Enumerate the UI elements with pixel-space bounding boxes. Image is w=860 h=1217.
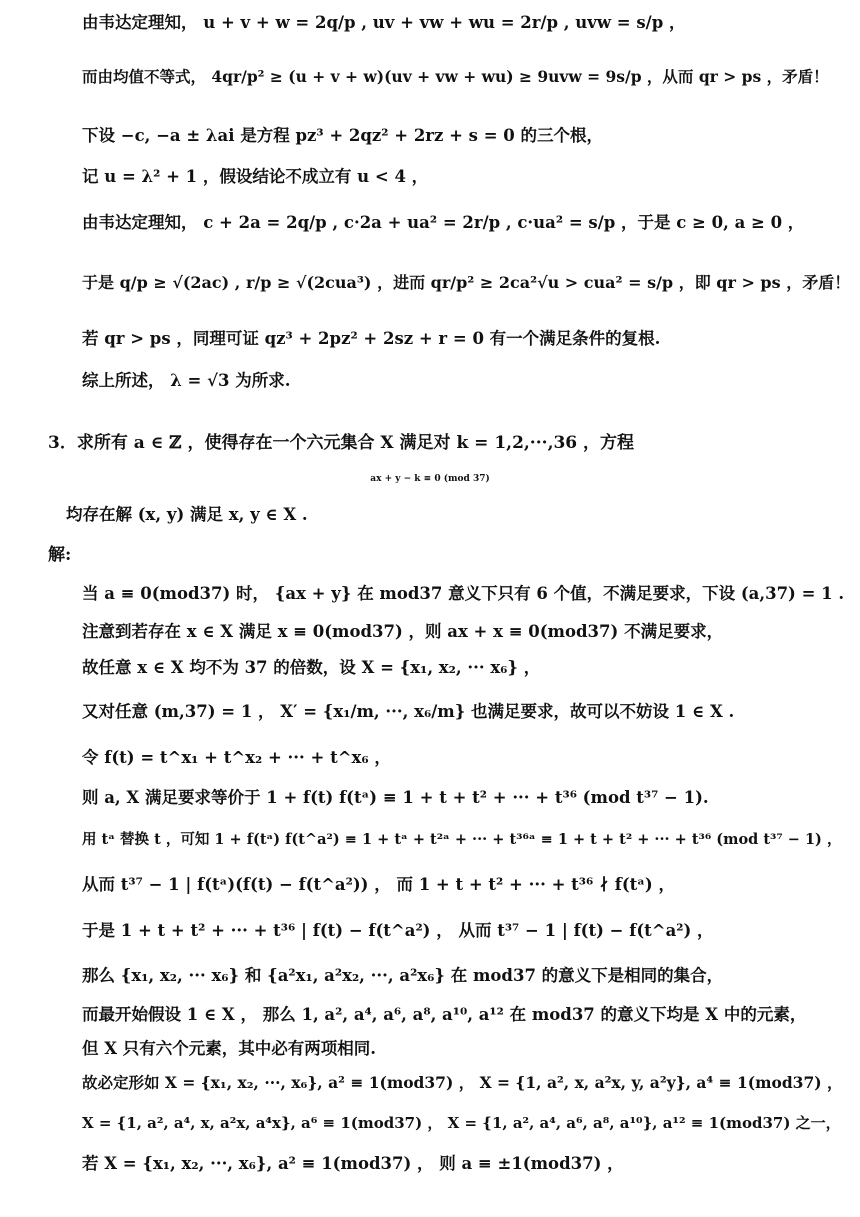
assume-roots-line: 下设 −c, −a ± λai 是方程 pz³ + 2qz² + 2rz + s = 0 的三个根， [82, 126, 604, 145]
solution-line-5: 令 f(t) = t^x₁ + t^x₂ + ··· + t^x₆ ， [82, 748, 391, 767]
congruence-equation: ax + y − k ≡ 0 (mod 37) [370, 474, 490, 484]
contradiction-line: 于是 q/p ≥ √(2ac) , r/p ≥ √(2cua³) ，进而 qr/p² ≥ 2ca²√u > cua² = s/p ，即 qr > ps ，矛盾！ [82, 273, 851, 292]
solution-line-10: 那么 {x₁, x₂, ··· x₆} 和 {a²x₁, a²x₂, ···, a²x₆} 在 mod37 的意义下是相同的集合， [82, 966, 724, 985]
solution-line-6: 则 a, X 满足要求等价于 1 + f(t) f(tᵃ) ≡ 1 + t + t² + ··· + t³⁶ (mod t³⁷ − 1). [82, 788, 709, 807]
am-gm-inequality-line: 而由均值不等式， 4qr/p² ≥ (u + v + w)(uv + vw + wu) ≥ 9uvw = 9s/p ，从而 qr > ps ，矛盾！ [82, 67, 829, 86]
conclusion-line: 综上所述， λ = √3 为所求. [82, 371, 291, 390]
solution-line-1: 当 a ≡ 0(mod37) 时， {ax + y} 在 mod37 意义下只有 6 个值，不满足要求，下设 (a,37) = 1 . [82, 584, 845, 603]
solution-line-9: 于是 1 + t + t² + ··· + t³⁶ | f(t) − f(t^a²) ， 从而 t³⁷ − 1 | f(t) − f(t^a²) ， [82, 921, 714, 940]
solution-label: 解: [48, 545, 72, 565]
define-u-line: 记 u = λ² + 1 ，假设结论不成立有 u < 4 ， [82, 167, 429, 186]
solution-line-3: 故任意 x ∈ X 均不为 37 的倍数，设 X = {x₁, x₂, ··· x₆} ， [82, 658, 541, 677]
solution-line-15: 若 X = {x₁, x₂, ···, x₆}, a² ≡ 1(mod37) ， 则 a ≡ ±1(mod37) ， [82, 1154, 624, 1173]
solution-line-4: 又对任意 (m,37) = 1 ， X′ = {x₁/m, ···, x₆/m} 也满足要求，故可以不妨设 1 ∈ X . [82, 702, 735, 721]
problem-3-statement: 3．求所有 a ∈ ℤ ，使得存在一个六元集合 X 满足对 k = 1,2,···,36 ，方程 [48, 433, 635, 453]
solution-line-2: 注意到若存在 x ∈ X 满足 x ≡ 0(mod37) ，则 ax + x ≡ 0(mod37) 不满足要求， [82, 622, 724, 641]
solution-line-12: 但 X 只有六个元素，其中必有两项相同. [82, 1039, 377, 1058]
vieta-second-line: 由韦达定理知， c + 2a = 2q/p , c·2a + ua² = 2r/p , c·ua² = s/p ，于是 c ≥ 0, a ≥ 0 ， [82, 213, 805, 232]
vieta-roots-relations: 由韦达定理知， u + v + w = 2q/p , uv + vw + wu = 2r/p , uvw = s/p ， [82, 13, 686, 32]
problem-3-condition: 均存在解 (x, y) 满足 x, y ∈ X . [66, 505, 308, 524]
solution-line-7: 用 tᵃ 替换 t ，可知 1 + f(tᵃ) f(t^a²) ≡ 1 + tᵃ + t²ᵃ + ··· + t³⁶ᵃ ≡ 1 + t + t² + ··· + t³⁶ (mod t³⁷ − 1) ， [82, 831, 842, 848]
solution-line-11: 而最开始假设 1 ∈ X ， 那么 1, a², a⁴, a⁶, a⁸, a¹⁰, a¹² 在 mod37 的意义下均是 X 中的元素， [82, 1005, 807, 1024]
solution-line-14: X = {1, a², a⁴, x, a²x, a⁴x}, a⁶ ≡ 1(mod37) ， X = {1, a², a⁴, a⁶, a⁸, a¹⁰}, a¹² ≡ 1(mod37) 之一， [82, 1114, 841, 1132]
solution-line-13: 故必定形如 X = {x₁, x₂, ···, x₆}, a² ≡ 1(mod37) ， X = {1, a², x, a²x, y, a²y}, a⁴ ≡ 1(mod37) ， [82, 1073, 843, 1092]
symmetric-case-line: 若 qr > ps ，同理可证 qz³ + 2pz² + 2sz + r = 0 有一个满足条件的复根. [82, 329, 661, 348]
solution-line-8: 从而 t³⁷ − 1 | f(tᵃ)(f(t) − f(t^a²)) ， 而 1 + t + t² + ··· + t³⁶ ∤ f(tᵃ) ， [82, 875, 675, 894]
